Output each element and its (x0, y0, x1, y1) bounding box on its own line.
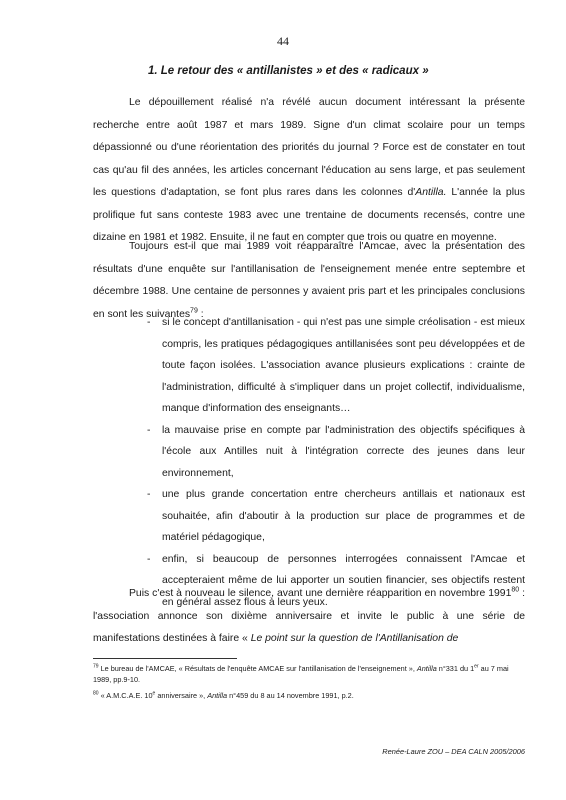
footnote-number: 80 (93, 690, 99, 697)
footnote-text: « A.M.C.A.E. 10 (98, 691, 153, 700)
footnote-80 (93, 690, 525, 701)
paragraph-1-tail: L'année la plus prolifique fut sans conteste 1983 avec une trentaine de documents recensés, contre une dizaine en 1981 et 1982. Ensuite, il ne faut en compter que trois ou quatre en moyenne. (93, 187, 525, 243)
footnote-text: n°459 du 8 au 14 novembre 1991, p.2. (227, 691, 354, 700)
list-item (147, 420, 525, 485)
paragraph-1-text: Le dépouillement réalisé n'a révélé aucun document intéressant la présente recherche entre août 1987 et mars 1989. Signe d'un climat scolaire pour un temps dépassionné ou d'une réorientation des priorités du journal ? Force est de constater en tout cas qu'au fil des années, les articles concernant l'éducation au sens large, et pas seulement les questions d'adaptation, se font plus rares dans les colonnes d' (93, 97, 525, 198)
footnote-divider (93, 658, 237, 659)
footnote-ref-80[interactable]: 80 (511, 586, 520, 594)
list-item-text: une plus grande concertation entre chercheurs antillais et nationaux est souhaitée, afin d'aboutir à la production sur place de programmes et de matériel pédagogique, (162, 489, 525, 543)
list-bullet: - (147, 317, 151, 328)
paragraph-1 (93, 92, 525, 250)
section-heading: 1. Le retour des « antillanistes » et des « radicaux » (148, 65, 429, 77)
paragraph-3-text: Puis c'est à nouveau le silence, avant une dernière réapparition en novembre 1991 (129, 588, 512, 599)
footnote-italic: Antilla (416, 664, 437, 673)
list-item (147, 484, 525, 549)
page-footer: Renée-Laure ZOU – DEA CALN 2005/2006 (382, 747, 525, 756)
footnote-ref-79[interactable]: 79 (190, 307, 198, 315)
paragraph-2-text: Toujours est-il que mai 1989 voit réapparaître l'Amcae, avec la présentation des résultats d'une enquête sur l'antillanisation de l'enseignement menée entre septembre et décembre 1988. Une centaine de personnes y avaient pris part et les principales conclusions en sont les suivantes (93, 241, 525, 320)
list-item-text: la mauvaise prise en compte par l'administration des objectifs spécifiques à l'école aux Antilles nuit à l'intégration correcte des jeunes dans leur environnement, (162, 424, 525, 479)
page-number: 44 (277, 34, 289, 48)
footnote-text: Le bureau de l'AMCAE, « Résultats de l'enquête AMCAE sur l'antillanisation de l'enseignement », (98, 664, 417, 673)
footnote-79 (93, 663, 525, 685)
list-bullet: - (147, 553, 151, 565)
list-bullet: - (147, 489, 151, 500)
findings-list (147, 312, 525, 613)
paragraph-2-tail: : (197, 308, 204, 320)
footnote-superscript: er (474, 663, 479, 670)
footnote-text: anniversaire », (155, 691, 208, 700)
footnote-text: au 7 mai 1989, pp.9-10. (93, 664, 509, 684)
list-item (147, 312, 525, 420)
paragraph-3 (93, 583, 525, 651)
footnote-italic: Antilla (207, 691, 228, 700)
list-item-text: si le concept d'antillanisation - qui n'est pas une simple créolisation - est mieux compris, les pratiques pédagogiques antillanisées sont peu développées et de toute façon isolées. L'association avance plusieurs explications : crainte de l'administration, difficulté à s'impliquer dans un projet collectif, individualisme, manque d'information des enseignants… (162, 317, 525, 414)
footnote-superscript: e (152, 690, 156, 697)
paragraph-3-text-b: : l'association annonce son dixième anniversaire et invite le public à une série de manifestations destinées à faire « (93, 588, 525, 644)
paragraph-1-italic: Antilla. (415, 187, 447, 198)
footnote-number: 79 (93, 663, 99, 670)
footnote-text: n°331 du 1 (436, 664, 475, 673)
paragraph-3-italic: Le point sur la question de l'Antillanisation de (250, 633, 459, 644)
list-item-text: enfin, si beaucoup de personnes interrogées connaissent l'Amcae et accepteraient même de lui apporter un soutien financier, ses objectifs restent en général assez flous à leurs yeux. (162, 553, 525, 608)
list-bullet: - (147, 424, 151, 436)
